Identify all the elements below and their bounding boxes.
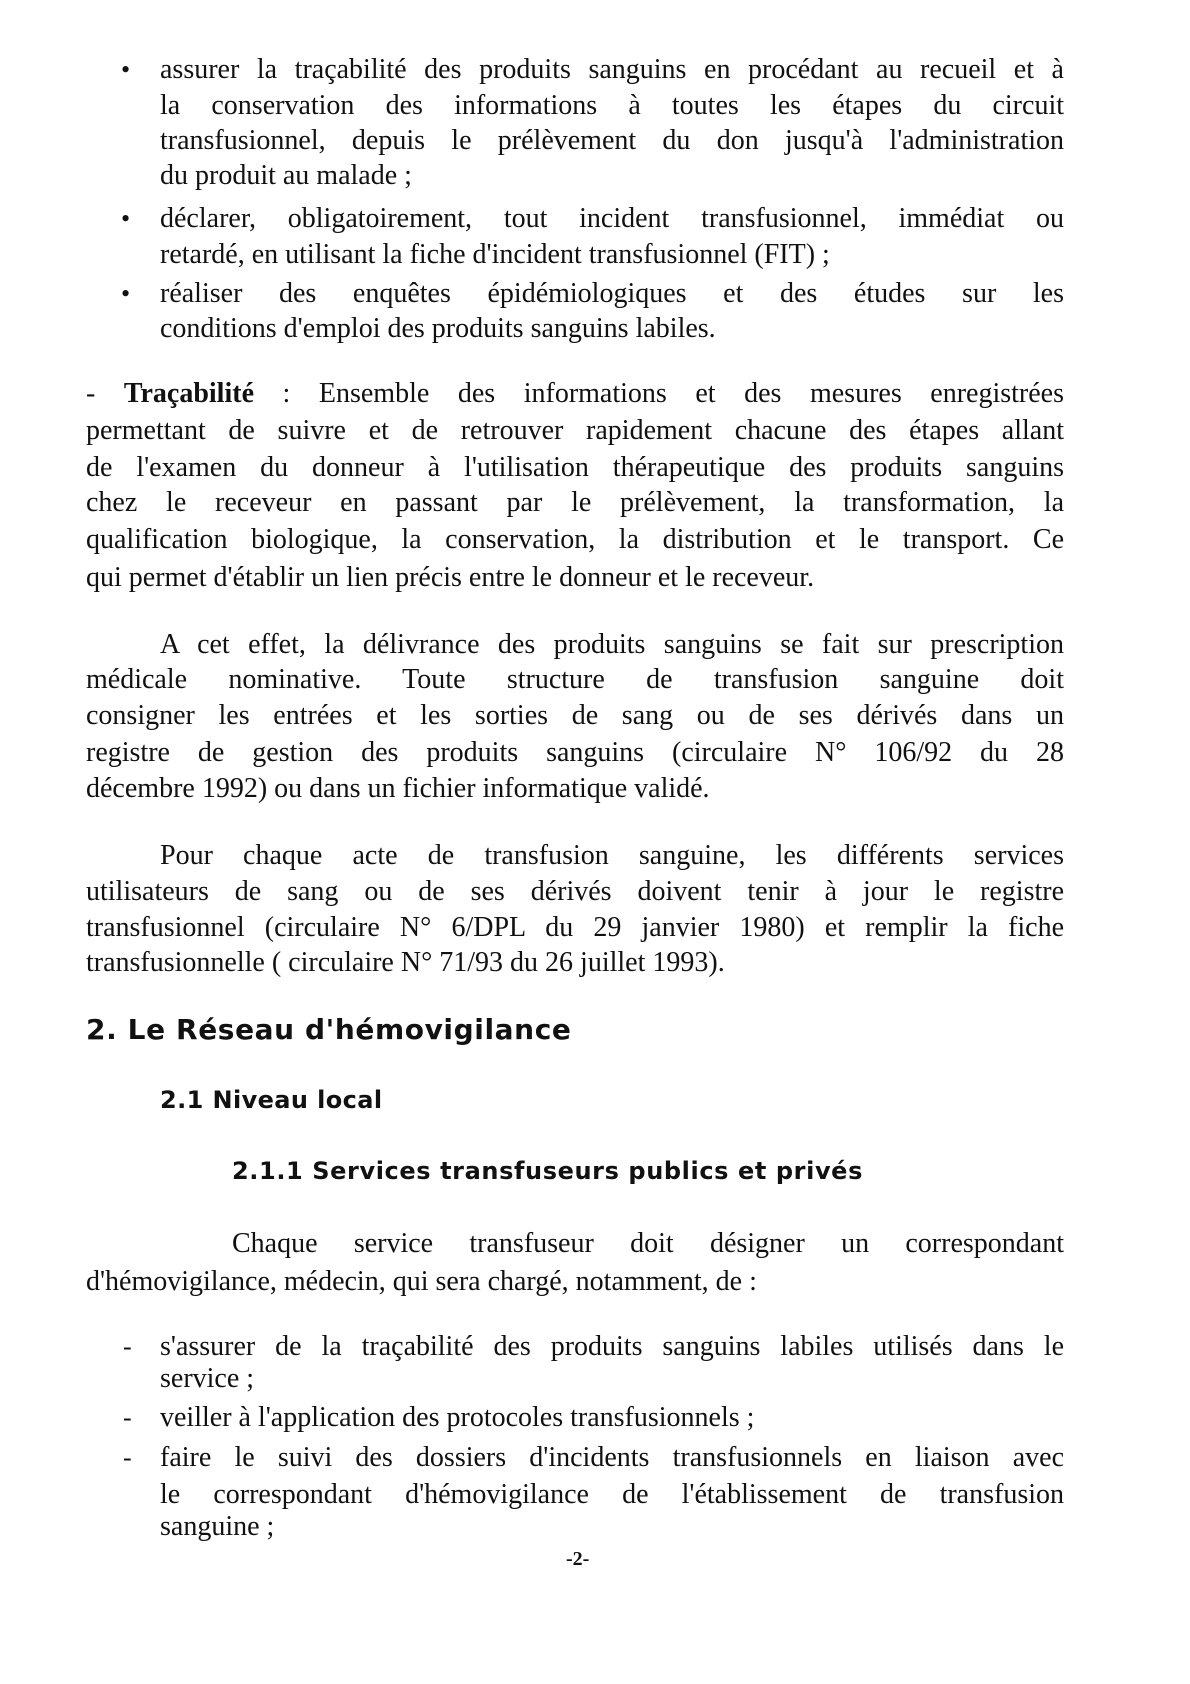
dash-bullet-icon: -	[123, 1403, 132, 1432]
paragraph-line: Chaque service transfuseur doit désigner un correspondant	[232, 1228, 1064, 1259]
paragraph-line: A cet effet, la délivrance des produits sanguins se fait sur prescription	[160, 629, 1064, 660]
list-item-line: s'assurer de la traçabilité des produits sanguins labiles utilisés dans le	[160, 1331, 1064, 1362]
definition-line	[86, 376, 1064, 412]
dash-bullet-icon: -	[123, 1332, 132, 1361]
paragraph-line: registre de gestion des produits sanguins (circulaire N° 106/92 du 28	[86, 737, 1064, 768]
list-item-line: veiller à l'application des protocoles transfusionnels ;	[160, 1402, 755, 1433]
paragraph-line: Pour chaque acte de transfusion sanguine, les différents services	[160, 840, 1064, 871]
paragraph-line: utilisateurs de sang ou de ses dérivés doivent tenir à jour le registre	[86, 876, 1064, 907]
heading-2-1: 2.1 Niveau local	[160, 1086, 383, 1114]
dash-bullet-icon: -	[123, 1443, 132, 1472]
bullet-line: conditions d'emploi des produits sanguins labiles.	[160, 313, 716, 344]
bullet-line: la conservation des informations à toutes les étapes du circuit	[160, 90, 1064, 121]
bullet-line: déclarer, obligatoirement, tout incident transfusionnel, immédiat ou	[160, 203, 1064, 234]
bullet-icon: •	[121, 279, 131, 308]
bullet-line: transfusionnel, depuis le prélèvement du don jusqu'à l'administration	[160, 125, 1064, 156]
paragraph-line: d'hémovigilance, médecin, qui sera chargé, notamment, de :	[86, 1266, 757, 1297]
bullet-line: retardé, en utilisant la fiche d'incident transfusionnel (FIT) ;	[160, 239, 830, 270]
paragraph-line: médicale nominative. Toute structure de transfusion sanguine doit	[86, 664, 1064, 695]
paragraph-line: transfusionnel (circulaire N° 6/DPL du 29 janvier 1980) et remplir la fiche	[86, 912, 1064, 943]
definition-line: qualification biologique, la conservation, la distribution et le transport. Ce	[86, 524, 1064, 555]
paragraph-line: décembre 1992) ou dans un fichier informatique validé.	[86, 773, 710, 804]
heading-2: 2. Le Réseau d'hémovigilance	[86, 1013, 572, 1046]
paragraph-line: consigner les entrées et les sorties de sang ou de ses dérivés dans un	[86, 700, 1064, 731]
definition-line: chez le receveur en passant par le prélèvement, la transformation, la	[86, 487, 1064, 518]
list-item-line: le correspondant d'hémovigilance de l'établissement de transfusion	[160, 1479, 1064, 1510]
list-item-line: service ;	[160, 1363, 255, 1394]
bullet-line: réaliser des enquêtes épidémiologiques et des études sur les	[160, 278, 1064, 309]
bullet-line: du produit au malade ;	[160, 160, 412, 191]
page-number: -2-	[566, 1548, 590, 1570]
definition-line: de l'examen du donneur à l'utilisation thérapeutique des produits sanguins	[86, 452, 1064, 483]
list-item-line: sanguine ;	[160, 1511, 275, 1542]
definition-line: permettant de suivre et de retrouver rapidement chacune des étapes allant	[86, 415, 1064, 446]
definition-text: : Ensemble des informations et des mesures enregistrées	[254, 378, 1064, 409]
heading-2-1-1: 2.1.1 Services transfuseurs publics et privés	[232, 1157, 863, 1185]
paragraph-line: transfusionnelle ( circulaire N° 71/93 du 26 juillet 1993).	[86, 947, 725, 978]
list-item-line: faire le suivi des dossiers d'incidents transfusionnels en liaison avec	[160, 1442, 1064, 1473]
definition-line: qui permet d'établir un lien précis entre le donneur et le receveur.	[86, 562, 815, 593]
definition-text: -	[86, 378, 124, 409]
definition-term: Traçabilité	[123, 378, 254, 409]
bullet-icon: •	[121, 204, 131, 233]
bullet-icon: •	[121, 55, 131, 84]
bullet-line: assurer la traçabilité des produits sanguins en procédant au recueil et à	[160, 54, 1064, 85]
